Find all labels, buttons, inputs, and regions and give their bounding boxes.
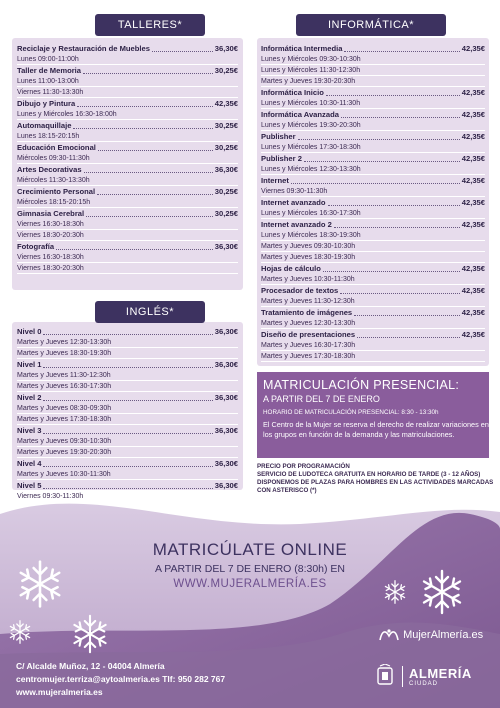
presencial-subtitle: A PARTIR DEL 7 DE ENERO bbox=[263, 394, 380, 404]
leader-dots bbox=[73, 128, 212, 129]
course-price: 36,30€ bbox=[214, 165, 238, 174]
course-schedule: Martes y Jueves 12:30-13:30h bbox=[17, 337, 238, 348]
city-sub: CIUDAD bbox=[409, 680, 439, 687]
leader-dots bbox=[344, 51, 459, 52]
mujeralmeria-logo bbox=[378, 628, 483, 642]
course-name: Internet avanzado bbox=[261, 198, 326, 207]
course-schedule: Martes y Jueves 09:30-10:30h bbox=[261, 241, 485, 252]
leader-dots bbox=[86, 216, 213, 217]
course-item bbox=[261, 219, 485, 263]
course-item bbox=[17, 164, 238, 186]
course-price: 42,35€ bbox=[461, 264, 485, 273]
course-item bbox=[261, 263, 485, 285]
contact-email-phone[interactable]: centromujer.terriza@aytoalmeria.es Tlf: 950 282 767 bbox=[16, 674, 226, 684]
contact-address: C/ Alcalde Muñoz, 12 - 04004 Almería bbox=[16, 661, 165, 671]
course-schedule: Miércoles 18:15-20:15h bbox=[17, 197, 238, 208]
leader-dots bbox=[341, 117, 460, 118]
course-schedule: Martes y Jueves 18:30-19:30h bbox=[261, 252, 485, 263]
course-price: 30,25€ bbox=[214, 66, 238, 75]
course-item bbox=[17, 43, 238, 65]
ingles-list bbox=[17, 326, 238, 502]
leader-dots bbox=[328, 205, 460, 206]
course-schedule: Miércoles 09:30-11:30h bbox=[17, 153, 238, 164]
course-title-row bbox=[17, 142, 238, 153]
course-schedule: Martes y Jueves 19:30-20:30h bbox=[261, 76, 485, 87]
course-schedule: Martes y Jueves 08:30-09:30h bbox=[17, 403, 238, 414]
course-title-row bbox=[261, 285, 485, 296]
course-name: Dibujo y Pintura bbox=[17, 99, 76, 108]
online-subtitle: A PARTIR DEL 7 DE ENERO (8:30h) EN bbox=[154, 563, 346, 575]
presencial-box bbox=[257, 372, 489, 458]
talleres-header: TALLERES* bbox=[95, 14, 205, 36]
logo-text: MujerAlmería.es bbox=[403, 628, 484, 641]
course-schedule: Martes y Jueves 17:30-18:30h bbox=[17, 414, 238, 425]
course-name: Tratamiento de imágenes bbox=[261, 308, 353, 317]
course-price: 42,35€ bbox=[461, 110, 485, 119]
course-item bbox=[261, 307, 485, 329]
course-price: 42,35€ bbox=[461, 198, 485, 207]
contact-web-link[interactable]: www.mujeralmeria.es bbox=[16, 687, 103, 697]
leader-dots bbox=[298, 139, 460, 140]
course-title-row bbox=[261, 329, 485, 340]
course-item bbox=[17, 425, 238, 458]
leader-dots bbox=[43, 367, 212, 368]
course-title-row bbox=[17, 326, 238, 337]
course-name: Nivel 3 bbox=[17, 426, 42, 435]
course-item bbox=[261, 175, 485, 197]
course-schedule: Martes y Jueves 10:30-11:30h bbox=[261, 274, 485, 285]
leader-dots bbox=[97, 194, 213, 195]
course-price: 42,35€ bbox=[461, 88, 485, 97]
informatica-header: INFORMÁTICA* bbox=[296, 14, 446, 36]
course-schedule: Martes y Jueves 18:30-19:30h bbox=[17, 348, 238, 359]
course-schedule: Viernes 16:30-18:30h bbox=[17, 219, 238, 230]
course-name: Reciclaje y Restauración de Muebles bbox=[17, 44, 150, 53]
course-name: Publisher 2 bbox=[261, 154, 302, 163]
leader-dots bbox=[43, 466, 212, 467]
leader-dots bbox=[83, 73, 213, 74]
course-schedule: Lunes y Miércoles 09:30-10:30h bbox=[261, 54, 485, 65]
course-item bbox=[261, 285, 485, 307]
course-title-row bbox=[17, 120, 238, 131]
course-item bbox=[17, 241, 238, 274]
course-name: Educación Emocional bbox=[17, 143, 96, 152]
course-name: Internet avanzado 2 bbox=[261, 220, 332, 229]
course-title-row bbox=[261, 153, 485, 164]
course-item bbox=[17, 120, 238, 142]
course-title-row bbox=[261, 219, 485, 230]
course-title-row bbox=[17, 241, 238, 252]
course-schedule: Lunes 18:15-20:15h bbox=[17, 131, 238, 142]
course-name: Internet bbox=[261, 176, 289, 185]
course-price: 42,35€ bbox=[214, 99, 238, 108]
leader-dots bbox=[77, 106, 213, 107]
course-item bbox=[261, 197, 485, 219]
course-title-row bbox=[261, 263, 485, 274]
course-price: 36,30€ bbox=[214, 481, 238, 490]
course-title-row bbox=[261, 131, 485, 142]
course-title-row bbox=[17, 164, 238, 175]
course-schedule: Lunes 09:00-11:00h bbox=[17, 54, 238, 65]
presencial-title: MATRICULACIÓN PRESENCIAL: bbox=[263, 378, 460, 392]
informatica-list bbox=[261, 43, 485, 362]
note-ludoteca: SERVICIO DE LUDOTECA GRATUITA EN HORARIO DE TARDE (3 - 12 AÑOS) bbox=[257, 471, 481, 478]
course-item bbox=[261, 109, 485, 131]
course-price: 36,30€ bbox=[214, 459, 238, 468]
course-schedule: Viernes 18:30-20:30h bbox=[17, 263, 238, 274]
course-item bbox=[261, 153, 485, 175]
course-title-row bbox=[17, 425, 238, 436]
note-precio: PRECIO POR PROGRAMACIÓN bbox=[257, 463, 350, 470]
course-price: 30,25€ bbox=[214, 143, 238, 152]
course-name: Informática Avanzada bbox=[261, 110, 339, 119]
course-name: Nivel 1 bbox=[17, 360, 42, 369]
course-schedule: Lunes y Miércoles 12:30-13:30h bbox=[261, 164, 485, 175]
course-title-row bbox=[261, 307, 485, 318]
course-schedule: Lunes y Miércoles 16:30-17:30h bbox=[261, 208, 485, 219]
course-name: Nivel 5 bbox=[17, 481, 42, 490]
course-schedule: Lunes y Miércoles 17:30-18:30h bbox=[261, 142, 485, 153]
course-name: Nivel 4 bbox=[17, 459, 42, 468]
course-price: 36,30€ bbox=[214, 360, 238, 369]
note-plazas: DISPONEMOS DE PLAZAS PARA HOMBRES EN LAS ACTIVIDADES MARCADAS CON ASTERISCO (*) bbox=[257, 479, 494, 494]
course-name: Hojas de cálculo bbox=[261, 264, 321, 273]
online-block bbox=[0, 540, 500, 590]
course-item bbox=[261, 87, 485, 109]
leader-dots bbox=[326, 95, 460, 96]
leader-dots bbox=[152, 51, 213, 52]
course-schedule: Lunes y Miércoles 19:30-20:30h bbox=[261, 120, 485, 131]
course-title-row bbox=[17, 208, 238, 219]
course-name: Automaquillaje bbox=[17, 121, 72, 130]
course-price: 42,35€ bbox=[461, 44, 485, 53]
course-schedule: Martes y Jueves 10:30-11:30h bbox=[17, 469, 238, 480]
leader-dots bbox=[56, 249, 213, 250]
course-schedule: Martes y Jueves 11:30-12:30h bbox=[17, 370, 238, 381]
city-name: ALMERÍA bbox=[409, 665, 472, 681]
almeria-city-logo bbox=[376, 664, 472, 688]
leader-dots bbox=[334, 227, 460, 228]
course-title-row bbox=[261, 43, 485, 54]
leader-dots bbox=[98, 150, 213, 151]
leader-dots bbox=[43, 433, 212, 434]
course-schedule: Viernes 09:30-11:30h bbox=[17, 491, 238, 502]
course-title-row bbox=[17, 458, 238, 469]
course-price: 42,35€ bbox=[461, 220, 485, 229]
course-schedule: Viernes 18:30-20:30h bbox=[17, 230, 238, 241]
course-name: Artes Decorativas bbox=[17, 165, 82, 174]
course-title-row bbox=[261, 109, 485, 120]
course-title-row bbox=[261, 87, 485, 98]
course-title-row bbox=[17, 98, 238, 109]
course-schedule: Lunes y Miércoles 18:30-19:30h bbox=[261, 230, 485, 241]
course-price: 42,35€ bbox=[461, 132, 485, 141]
course-schedule: Viernes 16:30-18:30h bbox=[17, 252, 238, 263]
course-item bbox=[17, 65, 238, 98]
leader-dots bbox=[43, 334, 212, 335]
course-price: 36,30€ bbox=[214, 426, 238, 435]
course-price: 30,25€ bbox=[214, 187, 238, 196]
leader-dots bbox=[340, 293, 460, 294]
course-title-row bbox=[17, 65, 238, 76]
course-schedule: Martes y Jueves 19:30-20:30h bbox=[17, 447, 238, 458]
course-price: 42,35€ bbox=[461, 286, 485, 295]
course-name: Fotografía bbox=[17, 242, 55, 251]
course-title-row bbox=[17, 186, 238, 197]
course-item bbox=[17, 98, 238, 120]
course-name: Gimnasia Cerebral bbox=[17, 209, 85, 218]
course-name: Informática Intermedia bbox=[261, 44, 343, 53]
leader-dots bbox=[357, 337, 460, 338]
course-schedule: Lunes 11:00-13:00h bbox=[17, 76, 238, 87]
course-schedule: Viernes 11:30-13:30h bbox=[17, 87, 238, 98]
course-price: 42,35€ bbox=[461, 308, 485, 317]
course-title-row bbox=[261, 197, 485, 208]
leader-dots bbox=[323, 271, 460, 272]
online-url-link[interactable]: WWW.MUJERALMERÍA.ES bbox=[173, 578, 327, 590]
presencial-horario: HORARIO DE MATRICULACIÓN PRESENCIAL: 8:30 - 13:30h bbox=[263, 409, 439, 416]
course-schedule: Martes y Jueves 16:30-17:30h bbox=[261, 340, 485, 351]
presencial-note: El Centro de la Mujer se reserva el derecho de realizar variaciones en los grupos en función de la demanda y las matriculaciones. bbox=[263, 420, 489, 439]
city-crest-icon bbox=[376, 664, 394, 688]
course-name: Procesador de textos bbox=[261, 286, 339, 295]
course-name: Publisher bbox=[261, 132, 296, 141]
leader-dots bbox=[354, 315, 460, 316]
course-name: Diseño de presentaciones bbox=[261, 330, 356, 339]
course-name: Nivel 2 bbox=[17, 393, 42, 402]
course-schedule: Lunes y Miércoles 11:30-12:30h bbox=[261, 65, 485, 76]
course-schedule: Viernes 09:30-11:30h bbox=[261, 186, 485, 197]
course-item bbox=[261, 43, 485, 87]
course-price: 42,35€ bbox=[461, 330, 485, 339]
logo-mark-icon bbox=[378, 628, 400, 642]
course-price: 36,30€ bbox=[214, 393, 238, 402]
course-schedule: Martes y Jueves 17:30-18:30h bbox=[261, 351, 485, 362]
course-item bbox=[17, 142, 238, 164]
ingles-header: INGLÉS* bbox=[95, 301, 205, 323]
contact-block bbox=[16, 660, 225, 699]
course-schedule: Lunes y Miércoles 10:30-11:30h bbox=[261, 98, 485, 109]
leader-dots bbox=[291, 183, 460, 184]
course-schedule: Lunes y Miércoles 16:30-18:00h bbox=[17, 109, 238, 120]
course-item bbox=[17, 186, 238, 208]
course-item bbox=[261, 131, 485, 153]
talleres-list bbox=[17, 43, 238, 274]
leader-dots bbox=[84, 172, 213, 173]
course-title-row bbox=[261, 175, 485, 186]
course-name: Informática Inicio bbox=[261, 88, 324, 97]
course-title-row bbox=[17, 43, 238, 54]
course-price: 36,30€ bbox=[214, 327, 238, 336]
course-price: 30,25€ bbox=[214, 209, 238, 218]
course-schedule: Miércoles 11:30-13:30h bbox=[17, 175, 238, 186]
course-name: Nivel 0 bbox=[17, 327, 42, 336]
course-price: 36,30€ bbox=[214, 242, 238, 251]
course-item bbox=[17, 458, 238, 480]
course-title-row bbox=[17, 359, 238, 370]
course-price: 42,35€ bbox=[461, 176, 485, 185]
course-schedule: Martes y Jueves 11:30-12:30h bbox=[261, 296, 485, 307]
course-schedule: Martes y Jueves 09:30-10:30h bbox=[17, 436, 238, 447]
leader-dots bbox=[43, 400, 212, 401]
course-schedule: Martes y Jueves 12:30-13:30h bbox=[261, 318, 485, 329]
course-item bbox=[17, 208, 238, 241]
course-item bbox=[17, 326, 238, 359]
course-name: Crecimiento Personal bbox=[17, 187, 96, 196]
course-item bbox=[17, 359, 238, 392]
course-price: 36,30€ bbox=[214, 44, 238, 53]
leader-dots bbox=[304, 161, 460, 162]
course-item bbox=[261, 329, 485, 362]
course-item bbox=[17, 392, 238, 425]
online-title: MATRICÚLATE ONLINE bbox=[152, 540, 348, 559]
course-name: Taller de Memoria bbox=[17, 66, 82, 75]
course-price: 42,35€ bbox=[461, 154, 485, 163]
course-price: 30,25€ bbox=[214, 121, 238, 130]
course-title-row bbox=[17, 392, 238, 403]
course-schedule: Martes y Jueves 16:30-17:30h bbox=[17, 381, 238, 392]
